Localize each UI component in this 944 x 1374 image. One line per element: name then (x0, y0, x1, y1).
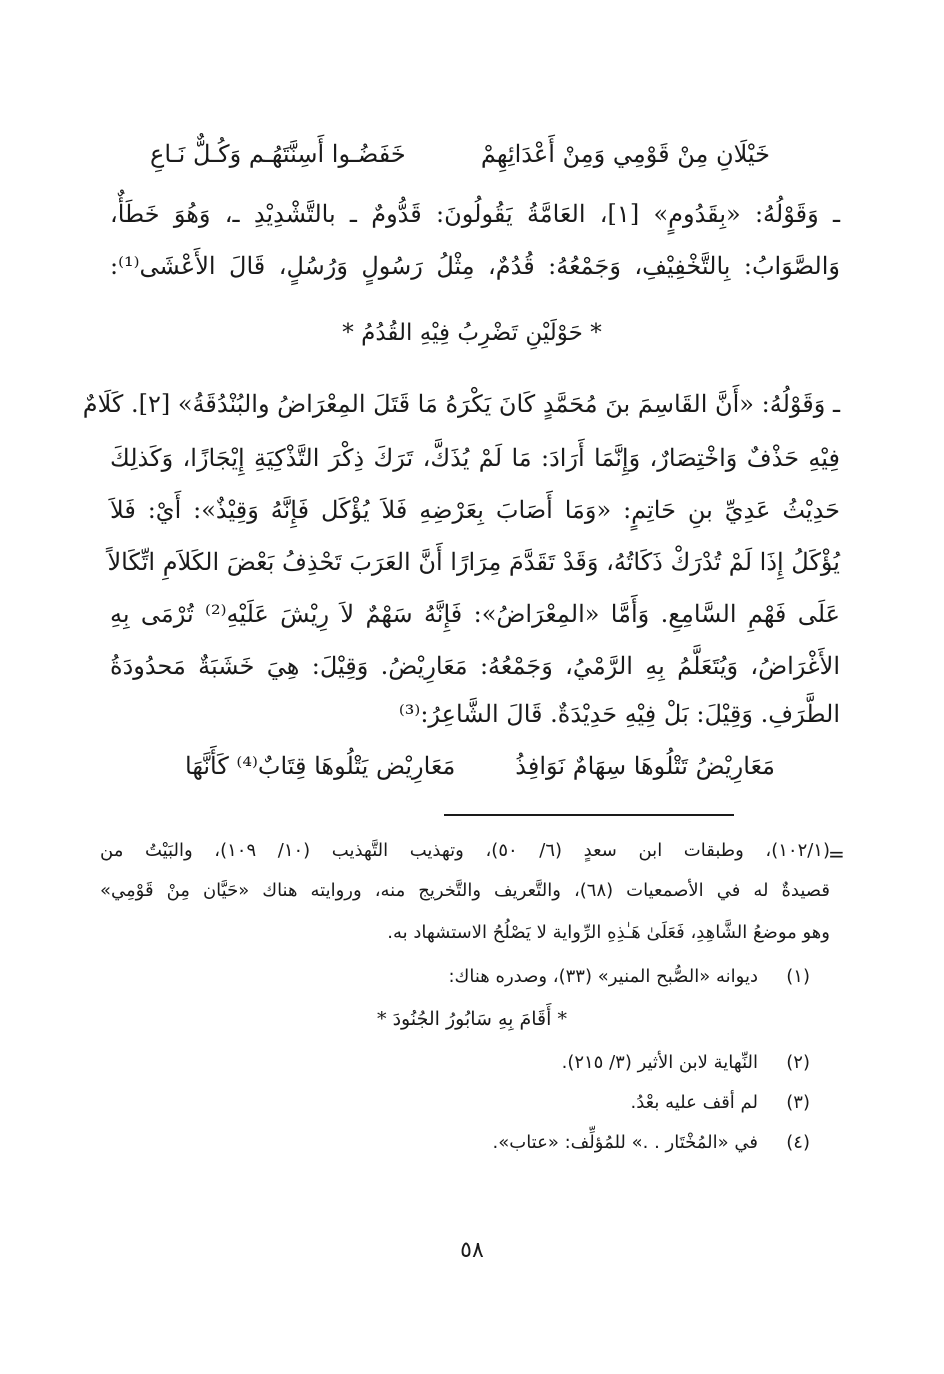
entry-line: الأَغْرَاضُ، وَيُتَعَلَّمُ بِهِ الرَّمْيُ، وَجَمْعُهُ: مَعَارِيْضُ. وَقِيْلَ: هِيَ خَشَبَةٌ مَحدُودَةُ (110, 652, 840, 680)
footnote-verse: * أَقَامَ بِهِ سَابُورُ الجُنُودَ * (377, 1008, 567, 1030)
entry-line: فِيْهِ حَذْفٌ وَاخْتِصَارٌ، وَإِنَّمَا أَرَادَ: مَا لَمْ يُذَكَّ، تَرَكَ ذِكْرَ التَّذْكِيَةِ إِيْجَازًا، وَكَذلِكَ (110, 444, 840, 472)
footnote-line: (١٠٢/١)، وطبقات ابن سعدٍ (٦/ ٥٠)، وتهذيب التَّهذيب (١٠/ ١٠٩)، والبَيْتُ من (100, 840, 831, 861)
verse-second-hemistich: خَفَضُـوا أَسِنَّتَهُـم وَكُـلٌّ نَـاعِ (150, 140, 406, 168)
poetry-verse (185, 752, 775, 780)
footnote-number: (٢) (786, 1052, 810, 1073)
footnote-number: (٣) (786, 1092, 810, 1113)
footnote-line: قصيدةٌ له في الأصمعيات (٦٨)، والتَّعريف والتَّخريج منه، وروايته هناك «حَيَّان مِنْ قَوْمِي» (100, 880, 830, 901)
footnote-text: لم أقف عليه بعْدُ. (630, 1092, 758, 1113)
verse-first-hemistich: مَعَارِيْضُ تَتْلُوهَا سِهَامٌ نَوَافِذُ (515, 752, 775, 780)
footnote-text: ديوانه «الصُّبح المنير» (٣٣)، وصدره هناك: (448, 966, 758, 987)
entry-line: الطَّرَفِ. وَقِيْلَ: بَلْ فِيْهِ حَدِيْدَةٌ. قَالَ الشَّاعِرُ:⁽³⁾ (398, 700, 840, 728)
entry-line: ـ وَقَوْلُهُ: «أَنَّ القَاسِمَ بنَ مُحَمَّدٍ كَانَ يَكْرَهُ مَا قَتَلَ المِعْرَاضُ والبُنْدُقَةُ» [٢]. كَلَامٌ (82, 390, 840, 418)
footnote-4 (300, 1132, 810, 1153)
footnote-1 (300, 966, 810, 987)
verse-second-hemistich: مَعَارِيْض يَتْلُوهَا قِتَابٌ⁽⁴⁾ كَأَنَّهَا (185, 752, 456, 780)
entry-line: عَلَى فَهْمِ السَّامِعِ. وَأَمَّا «المِعْرَاضُ»: فَإِنَّهُ سَهْمٌ لاَ رِيْشَ عَلَيْهِ⁽²⁾ تُرْمَى بِهِ (110, 600, 841, 628)
footnote-2 (300, 1052, 810, 1073)
footnote-divider (444, 814, 734, 816)
footnote-number: (١) (786, 966, 810, 987)
entry-line: يُؤْكَلُ إِذَا لَمْ تُدْرَكْ ذَكَاتُهُ، وَقَدْ تَقَدَّمَ مِرَارًا أَنَّ العَرَبَ تَحْذِفُ بَعْضَ الكَلاَمِ اتِّكَالاً (107, 548, 840, 576)
entry-line: وَالصَّوَابُ: بِالتَّخْفِيْفِ، وَجَمْعُهُ: قُدُمٌ، مِثْلُ رَسُولٍ وَرُسُلٍ، قَالَ الأَعْشَى⁽¹⁾: (110, 252, 840, 280)
footnote-3 (300, 1092, 810, 1113)
poetry-verse (150, 140, 770, 168)
footnote-continuation-marker: = (828, 842, 845, 866)
footnote-text: النِّهاية لابن الأثير (٣/ ٢١٥). (561, 1052, 758, 1073)
verse-first-hemistich: خَيْلَانِ مِنْ قَوْمِي وَمِنْ أَعْدَائِهِمْ (480, 140, 770, 168)
page-number: ٥٨ (460, 1238, 484, 1263)
entry-line: حَدِيْثُ عَدِيِّ بنِ حَاتِمٍ: «وَمَا أَصَابَ بِعَرْضِهِ فَلاَ يُؤْكَل فَإِنَّهُ وَقِيْذٌ»: أَيْ: فَلاَ (110, 496, 840, 524)
entry-line: ـ وَقَوْلُهُ: «بِقَدُومٍ» [١]، العَامَّةُ يَقُولُونَ: قَدُّومٌ ـ بالتَّشْدِيْدِ ـ، وَهُوَ خَطَأٌ، (110, 200, 840, 228)
footnote-line: وهو موضعُ الشَّاهِدِ، فَعَلَىٰ هَـٰذِهِ الرِّواية لا يَصْلُحُ الاستشهاد به. (387, 922, 830, 943)
quoted-hemistich: * حَوْلَيْنِ تَضْرِبُ فِيْهِ القُدُمُ * (342, 320, 602, 346)
footnote-number: (٤) (786, 1132, 810, 1153)
footnote-text: في «المُخْتَار . .» للمُؤلِّف: «عتاب». (492, 1132, 758, 1153)
